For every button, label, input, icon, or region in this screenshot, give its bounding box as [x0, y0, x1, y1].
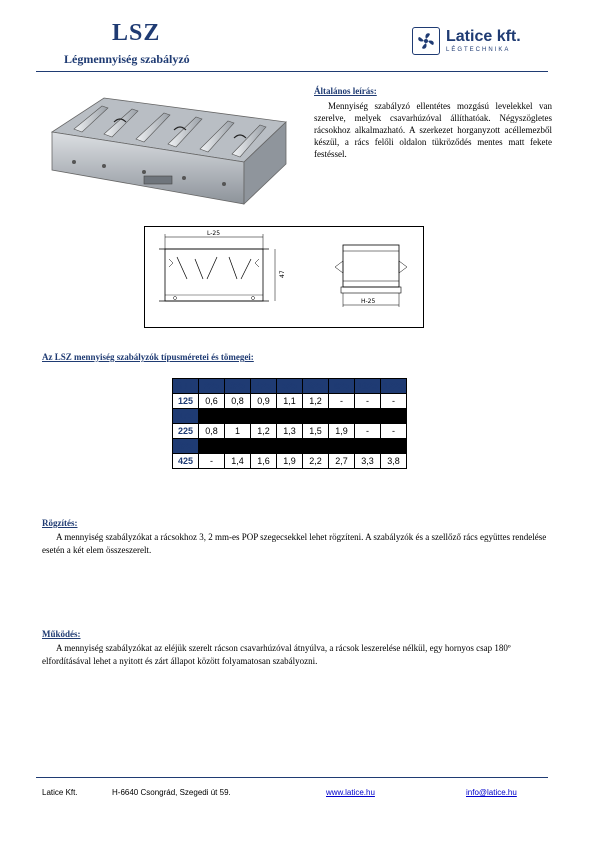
footer-web-link[interactable]: www.latice.hu: [326, 788, 375, 797]
column-header: 1225: [381, 379, 407, 394]
table-row: [173, 424, 407, 439]
table-cell: [251, 409, 277, 424]
fixing-heading: Rögzítés:: [42, 518, 78, 528]
table-cell: [225, 439, 251, 454]
drawing-depth-label: H-25: [361, 298, 376, 305]
table-cell: 2,2: [303, 454, 329, 469]
table-cell: 2,7: [329, 454, 355, 469]
logo-name: Latice kft.: [446, 28, 521, 45]
table-cell: 1,2: [251, 424, 277, 439]
table-cell: 1,3: [277, 424, 303, 439]
table-cell: 3,3: [355, 454, 381, 469]
table-cell: -: [355, 424, 381, 439]
company-logo: [412, 26, 550, 56]
table-cell: 0,9: [251, 394, 277, 409]
table-cell: 1,4: [225, 454, 251, 469]
table-row: [173, 409, 407, 424]
table-cell: 3,8: [381, 454, 407, 469]
column-header: 325: [225, 379, 251, 394]
fixing-text: A mennyiség szabályzókat a rácsokhoz 3, 2 mm-es POP szegecsekkel lehet rögzíteni. A szabályzók és a szellőző rács együttes rendelése esetén a két elem összeszerelt.: [42, 532, 547, 555]
table-cell: 1,6: [251, 454, 277, 469]
table-cell: 0,8: [225, 394, 251, 409]
table-row: [173, 394, 407, 409]
table-cell: 1,2: [303, 394, 329, 409]
table-cell: [381, 439, 407, 454]
row-header: 225: [173, 424, 199, 439]
column-header: 225: [199, 379, 225, 394]
table-cell: -: [381, 424, 407, 439]
table-row: [173, 439, 407, 454]
logo-tagline: LÉGTECHNIKA: [446, 47, 511, 53]
footer-rule: [36, 777, 548, 778]
table-cell: -: [355, 394, 381, 409]
product-photo: [44, 92, 294, 210]
table-row: [173, 454, 407, 469]
footer-company: Latice Kft.: [42, 788, 78, 797]
table-cell: [303, 409, 329, 424]
table-cell: [251, 439, 277, 454]
drawing-width-label: L-25: [207, 230, 221, 237]
table-cell: [355, 439, 381, 454]
document-title: LSZ: [112, 20, 161, 46]
row-header: 175: [173, 409, 199, 424]
header-rule: [36, 71, 548, 72]
table-cell: [355, 409, 381, 424]
fan-icon: [412, 27, 440, 55]
table-cell: 1,1: [277, 394, 303, 409]
table-cell: -: [199, 454, 225, 469]
row-header: 325: [173, 439, 199, 454]
column-header: 425: [251, 379, 277, 394]
table-cell: [277, 409, 303, 424]
table-heading: Az LSZ mennyiség szabályzók típusméretei és tömegei:: [42, 352, 254, 362]
table-corner-cell: B / L: [173, 379, 199, 394]
table-cell: -: [381, 394, 407, 409]
table-cell: 0,6: [199, 394, 225, 409]
table-cell: [303, 439, 329, 454]
column-header: 825: [329, 379, 355, 394]
column-header: 525: [277, 379, 303, 394]
table-cell: [329, 439, 355, 454]
table-cell: [277, 439, 303, 454]
footer-address: H-6640 Csongrád, Szegedi út 59.: [112, 788, 231, 797]
technical-drawing: [144, 226, 424, 328]
column-header: 1025: [355, 379, 381, 394]
row-header: 425: [173, 454, 199, 469]
table-cell: 1,9: [277, 454, 303, 469]
table-cell: [381, 409, 407, 424]
table-cell: [329, 409, 355, 424]
table-cell: 1,9: [329, 424, 355, 439]
general-description: Mennyiség szabályzó ellentétes mozgású levelekkel van szerelve, melyek csavarhúzóval állíthatóak. Négyszögletes rácsokhoz alkalmazható. A szerkezet horganyzott acéllemezből készül, a rács felőli oldalon tükröződés mentes matt fekete festéssel.: [314, 101, 552, 159]
document-subtitle: Légmennyiség szabályzó: [64, 52, 190, 66]
table-header-row: [173, 379, 407, 394]
operation-text: A mennyiség szabályzókat az eléjük szerelt rácson csavarhúzóval átnyúlva, a rácsok leszerelése nélkül, egy hornyos csap 180º elfordításával lehet a nyitott és zárt állapot között folyamatosan szabályozni.: [42, 643, 511, 666]
footer-email-link[interactable]: info@latice.hu: [466, 788, 517, 797]
column-header: 625: [303, 379, 329, 394]
drawing-height-label: 47: [279, 270, 286, 278]
row-header: 125: [173, 394, 199, 409]
table-cell: -: [329, 394, 355, 409]
table-cell: 0,8: [199, 424, 225, 439]
table-cell: [225, 409, 251, 424]
size-weight-table: [172, 378, 407, 469]
general-heading: Általános leírás:: [314, 86, 377, 96]
table-cell: 1: [225, 424, 251, 439]
table-cell: [199, 439, 225, 454]
table-cell: [199, 409, 225, 424]
operation-heading: Működés:: [42, 629, 81, 639]
table-cell: 1,5: [303, 424, 329, 439]
